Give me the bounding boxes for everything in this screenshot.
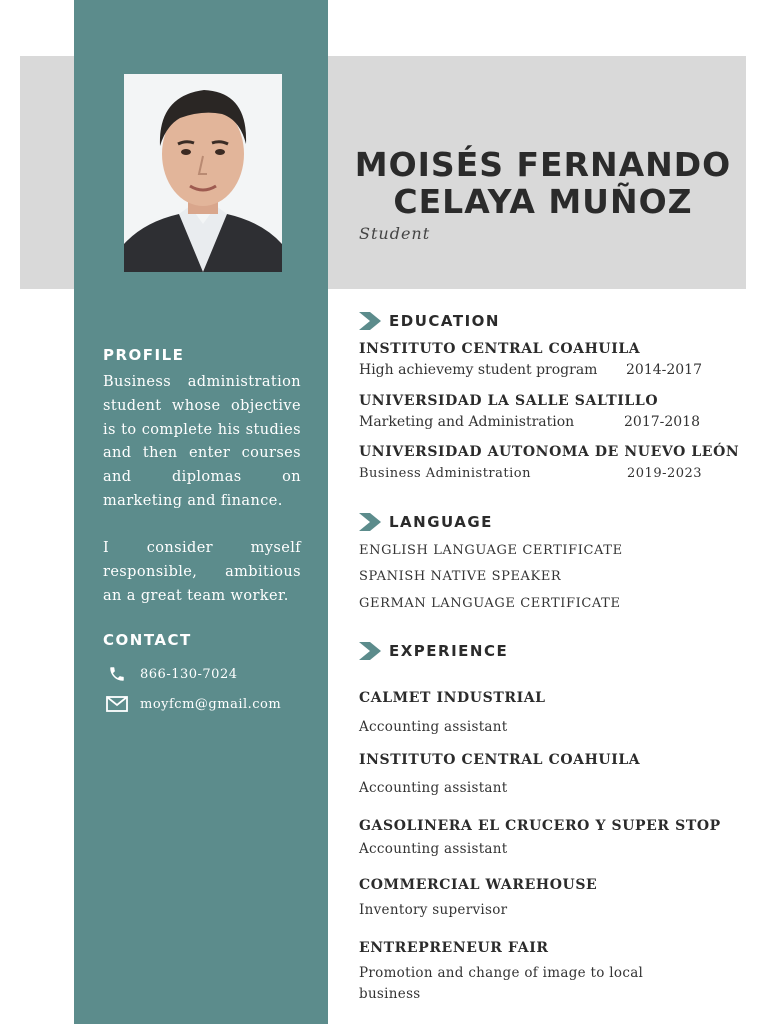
name-line-1: MOISÉS FERNANDO — [354, 145, 732, 184]
mail-icon — [106, 695, 128, 713]
contact-phone — [106, 665, 238, 683]
experience-position: Accounting assistant — [359, 780, 508, 796]
role-subtitle: Student — [359, 224, 431, 243]
phone-number[interactable]: 866-130-7024 — [140, 666, 238, 682]
education-program: Business Administration — [359, 466, 531, 481]
experience-position: Accounting assistant — [359, 841, 508, 857]
experience-position: Inventory supervisor — [359, 902, 508, 918]
profile-photo — [124, 74, 282, 272]
experience-position: Accounting assistant — [359, 719, 508, 735]
experience-company: COMMERCIAL WAREHOUSE — [359, 877, 598, 893]
email-address[interactable]: moyfcm@gmail.com — [140, 696, 282, 712]
education-title: EDUCATION — [389, 312, 500, 330]
education-program: High achievemy student program — [359, 362, 598, 378]
experience-company: ENTREPRENEUR FAIR — [359, 940, 549, 956]
education-institution: INSTITUTO CENTRAL COAHUILA — [359, 341, 641, 357]
language-item: ENGLISH LANGUAGE CERTIFICATE — [359, 543, 623, 558]
education-years: 2017-2018 — [624, 414, 700, 430]
profile-paragraph-2: I consider myself responsible, ambitious an a great team worker. — [103, 540, 301, 604]
experience-company: GASOLINERA EL CRUCERO Y SUPER STOP — [359, 818, 721, 834]
education-institution: UNIVERSIDAD AUTONOMA DE NUEVO LEÓN — [359, 444, 740, 460]
language-item: GERMAN LANGUAGE CERTIFICATE — [359, 596, 621, 611]
experience-company: INSTITUTO CENTRAL COAHUILA — [359, 752, 641, 768]
education-years: 2019-2023 — [627, 466, 703, 481]
experience-title: EXPERIENCE — [389, 642, 509, 660]
education-institution: UNIVERSIDAD LA SALLE SALTILLO — [359, 393, 659, 409]
chevron-right-icon — [359, 513, 381, 531]
chevron-right-icon — [359, 642, 381, 660]
experience-position: Promotion and change of image to local business — [359, 965, 644, 1002]
language-title: LANGUAGE — [389, 513, 493, 531]
profile-heading: PROFILE — [103, 346, 185, 364]
contact-email — [106, 695, 281, 713]
experience-company: CALMET INDUSTRIAL — [359, 690, 546, 706]
profile-paragraph-1: Business administration student whose objective is to complete his studies and then enter courses and diplomas on marketing and finance. — [103, 374, 301, 509]
chevron-right-icon — [359, 312, 381, 330]
education-heading — [359, 312, 500, 330]
phone-icon — [106, 665, 128, 683]
language-heading — [359, 513, 493, 531]
portrait-image — [124, 74, 282, 272]
name-line-2: CELAYA MUÑOZ — [393, 182, 693, 221]
full-name — [350, 146, 736, 220]
experience-heading — [359, 642, 508, 660]
language-item: SPANISH NATIVE SPEAKER — [359, 569, 562, 584]
education-program: Marketing and Administration — [359, 414, 575, 430]
contact-heading: CONTACT — [103, 631, 192, 649]
education-years: 2014-2017 — [626, 362, 702, 378]
